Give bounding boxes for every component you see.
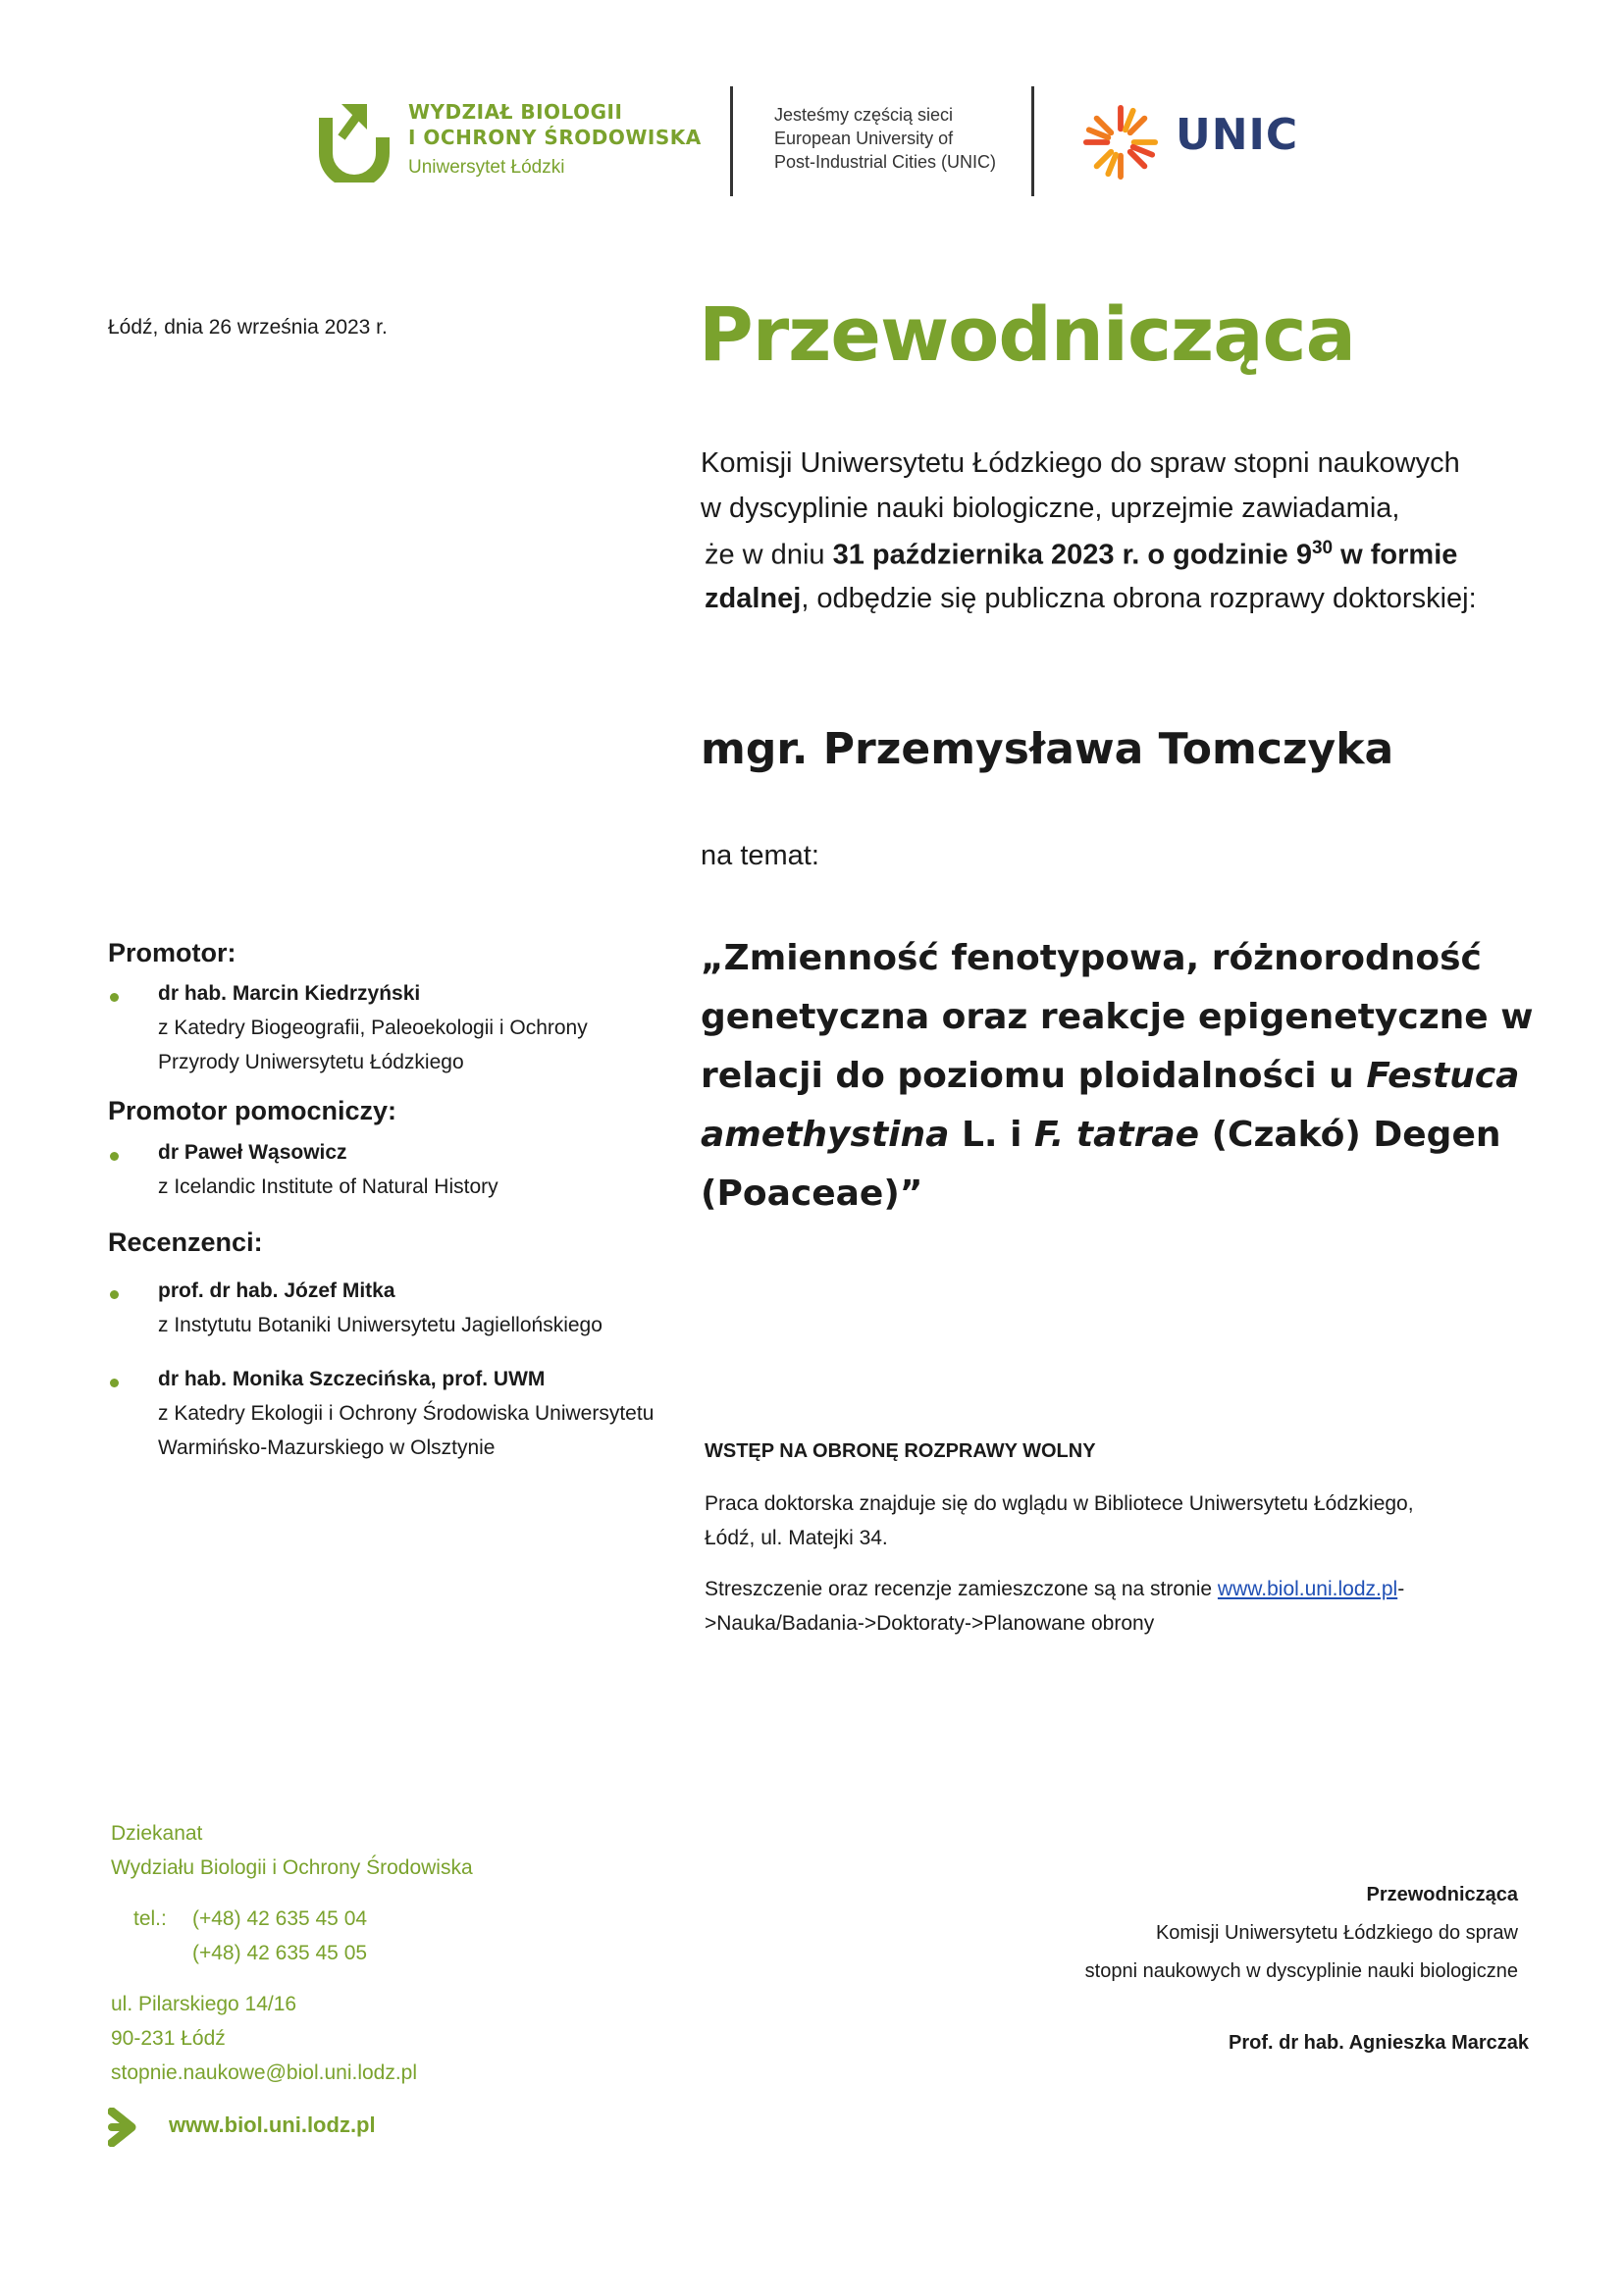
contact-email[interactable]: stopnie.naukowe@biol.uni.lodz.pl [111, 2061, 418, 2084]
unic-text-line2: European University of [774, 129, 954, 148]
bullet-icon [110, 1379, 119, 1387]
summary-info-line-1: Streszczenie oraz recenzje zamieszczone są na stronie www.biol.uni.lodz.pl- [705, 1578, 1405, 1600]
unic-text-line3: Post-Industrial Cities (UNIC) [774, 152, 997, 172]
bullet-icon [110, 1290, 119, 1299]
defense-mode: zdalnej [705, 583, 802, 614]
assistant-promotor-affiliation: z Icelandic Institute of Natural History [158, 1175, 498, 1198]
reviewer-2-affiliation-2: Warmińsko-Mazurskiego w Olsztynie [158, 1436, 496, 1459]
thesis-availability-line-2: Łódź, ul. Matejki 34. [705, 1527, 888, 1549]
topic-label: na temat: [701, 840, 819, 871]
footer-website-link[interactable]: www.biol.uni.lodz.pl [169, 2112, 376, 2137]
signature-line-1: Komisji Uniwersytetu Łódzkiego do spraw [1155, 1922, 1518, 1944]
intro-line-3: że w dniu 31 października 2023 r. o godzinie $9^{30}$ w formie [705, 538, 1458, 571]
reviewers-heading: Recenzenci: [108, 1227, 263, 1257]
intro-line-1: Komisji Uniwersytetu Łódzkiego do spraw stopni naukowych [701, 447, 1460, 479]
thesis-title-line-2: genetyczna oraz reakcje epigenetyczne w [701, 997, 1534, 1037]
candidate-name: mgr. Przemysława Tomczyka [701, 724, 1394, 774]
intro-line-4: zdalnej, odbędzie się publiczna obrona rozprawy doktorskiej: [705, 583, 1477, 614]
thesis-title-line-1: „Zmienność fenotypowa, różnorodność [701, 938, 1482, 978]
university-name: Uniwersytet Łódzki [408, 157, 565, 178]
page-title: Przewodnicząca [699, 290, 1355, 378]
unic-sunburst-icon [1082, 104, 1159, 181]
header-divider [1031, 86, 1034, 196]
reviewer-1-affiliation: z Instytutu Botaniki Uniwersytetu Jagiellońskiego [158, 1314, 602, 1336]
thesis-title-line-5: (Poaceae)” [701, 1174, 923, 1214]
faculty-website-link[interactable]: www.biol.uni.lodz.pl [1217, 1578, 1398, 1600]
unic-text-line1: Jesteśmy częścią sieci [774, 105, 954, 125]
intro-line-2: w dyscyplinie nauki biologiczne, uprzejmie zawiadamia, [701, 493, 1400, 524]
promotor-name: dr hab. Marcin Kiedrzyński [158, 982, 421, 1005]
thesis-title-line-4: amethystina L. i F. tatrae (Czakó) Degen [701, 1115, 1501, 1155]
signatory-name: Prof. dr hab. Agnieszka Marczak [1228, 2032, 1529, 2054]
assistant-promotor-heading: Promotor pomocniczy: [108, 1096, 397, 1125]
document-date: Łódź, dnia 26 września 2023 r. [108, 316, 388, 339]
summary-info-line-2: >Nauka/Badania->Doktoraty->Planowane obrony [705, 1612, 1155, 1635]
faculty-logo-icon [316, 98, 393, 183]
office-name: Dziekanat [111, 1822, 203, 1845]
phone-number-2[interactable]: (+48) 42 635 45 05 [192, 1942, 368, 1964]
faculty-name-line2: I OCHRONY ŚRODOWISKA [408, 126, 702, 149]
promotor-heading: Promotor: [108, 938, 236, 967]
promotor-affiliation-2: Przyrody Uniwersytetu Łódzkiego [158, 1051, 464, 1073]
signature-line-2: stopni naukowych w dyscyplinie nauki biologiczne [1084, 1960, 1518, 1982]
faculty-name-line1: WYDZIAŁ BIOLOGII [408, 100, 623, 124]
phone-label: tel.: [133, 1907, 167, 1930]
reviewer-2-name: dr hab. Monika Szczecińska, prof. UWM [158, 1368, 546, 1390]
reviewer-2-affiliation-1: z Katedry Ekologii i Ochrony Środowiska Uniwersytetu [158, 1402, 655, 1425]
free-entry-heading: WSTĘP NA OBRONĘ ROZPRAWY WOLNY [705, 1440, 1096, 1462]
thesis-title-line-3: relacji do poziomu ploidalności u Festuca [701, 1056, 1520, 1096]
defense-date: 31 października 2023 [832, 539, 1115, 571]
reviewer-1-name: prof. dr hab. Józef Mitka [158, 1279, 395, 1302]
unic-logo-text: UNIC [1176, 110, 1299, 160]
street-address: ul. Pilarskiego 14/16 [111, 1993, 297, 2015]
arrow-right-icon [108, 2108, 143, 2147]
promotor-affiliation-1: z Katedry Biogeografii, Paleoekologii i Ochrony [158, 1017, 588, 1039]
postal-city: 90-231 Łódź [111, 2027, 226, 2050]
bullet-icon [110, 993, 119, 1002]
header-divider [730, 86, 733, 196]
assistant-promotor-name: dr Paweł Wąsowicz [158, 1141, 347, 1164]
bullet-icon [110, 1152, 119, 1161]
thesis-availability-line-1: Praca doktorska znajduje się do wglądu w Bibliotece Uniwersytetu Łódzkiego, [705, 1492, 1414, 1515]
phone-number-1[interactable]: (+48) 42 635 45 04 [192, 1907, 368, 1930]
signature-title: Przewodnicząca [1366, 1884, 1518, 1905]
office-faculty: Wydziału Biologii i Ochrony Środowiska [111, 1856, 473, 1879]
